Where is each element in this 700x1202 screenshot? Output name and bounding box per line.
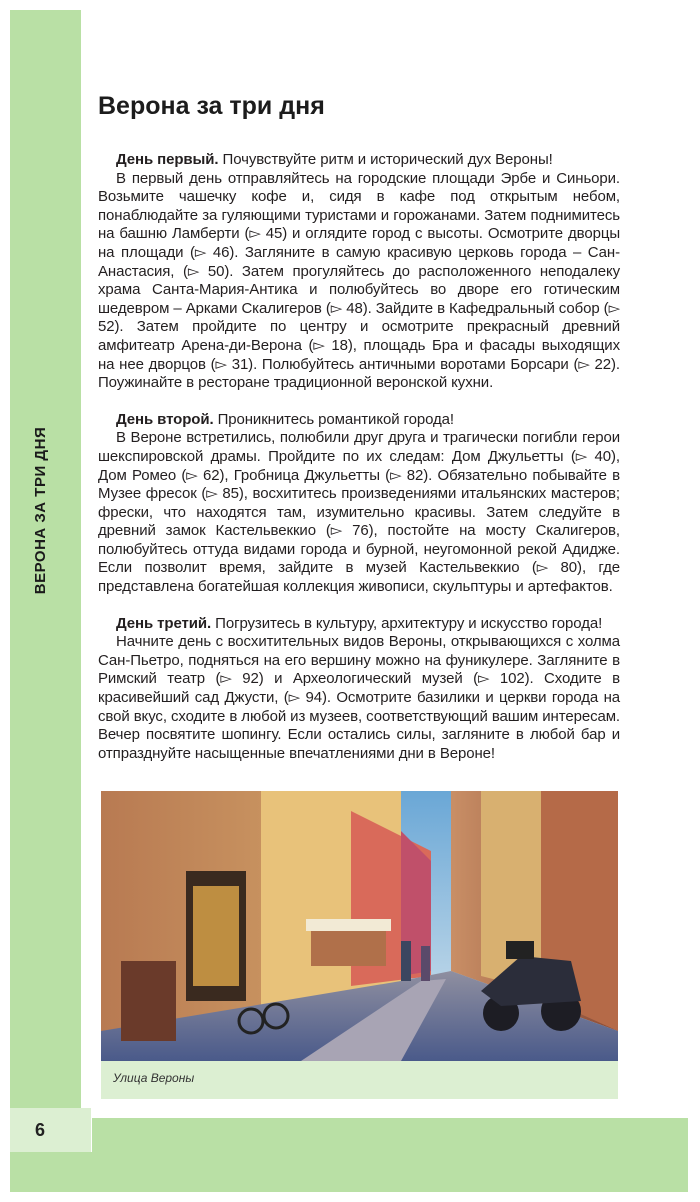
- day1-intro: [98, 151, 620, 170]
- day2-heading: День второй.: [116, 410, 214, 428]
- side-label-text: ВЕРОНА ЗА ТРИ ДНЯ: [32, 426, 50, 594]
- photo-caption: Улица Вероны: [113, 1071, 195, 1085]
- day3-heading: День третий.: [116, 614, 212, 632]
- day3-intro: [98, 615, 620, 634]
- page-number: 6: [34, 1119, 45, 1140]
- bottom-bar-left: [10, 1152, 92, 1192]
- day2-lead: Проникнитесь романтикой города!: [213, 410, 454, 428]
- day2-intro: [98, 411, 620, 430]
- day3-body: Начните день с восхитительных видов Вероны, открывающихся с холма Сан-Пьетро, подняться на его вершину можно на фуникулере. Загляните в Римский театр (▻ 92) и Археологический музей (▻ 102). Сходите в красивейший сад Джусти, (▻ 94). Осмотрите базилики и церкви города на свой вкус, сходите в любой из музеев, соответствующий вашим интересам. Вечер посвятите шопингу. Если остались силы, загляните в любой бар и отпразднуйте насыщенные впечатлениями дни в Вероне!: [98, 633, 620, 762]
- day1-body: В первый день отправляйтесь на городские площади Эрбе и Синьори. Возьмите чашечку кофе и, сидя в кафе под открытым небом, понаблюдайте за гуляющими туристами и горожанами. Затем поднимитесь на башню Ламберти (▻ 45) и оглядите город с высоты. Осмотрите дворцы на площади (▻ 46). Загляните в самую красивую церковь города – Сан-Анастасия, (▻ 50). Затем прогуляйтесь до расположенного неподалеку храма Санта-Мария-Антика и полюбуйтесь во дворе его готическим шедевром – Арками Скалигеров (▻ 48). Зайдите в Кафедральный собор (▻ 52). Затем пройдите по центру и осмотрите прекрасный древний амфитеатр Арена-ди-Верона (▻ 18), площадь Бра и фасады выходящих на нее дворцов (▻ 31). Полюбуйтесь античными воротами Борсари (▻ 22). Поужинайте в ресторане традиционной веронской кухни.: [98, 169, 620, 392]
- page-title: Верона за три дня: [98, 92, 325, 120]
- day1-lead: Почувствуйте ритм и исторический дух Вероны!: [218, 151, 553, 168]
- side-label: [26, 426, 56, 594]
- verona-street-photo: [101, 791, 618, 1061]
- day2-body: В Вероне встретились, полюбили друг друга и трагически погибли герои шекспировской драмы. Пройдите по их следам: Дом Джульетты (▻ 40), Дом Ромео (▻ 62), Гробница Джульетты (▻ 82). Обязательно побывайте в Музее фресок (▻ 85), восхититесь произведениями итальянских мастеров; фрески, что находятся там, изумительно красивы. Затем следуйте в древний замок Кастельвеккио (▻ 76), постойте на мосту Скалигеров, полюбуйтесь оттуда видами города и бурной, неугомонной рекой Адидже. Если позволит время, зайдите в музей Кастельвеккио (▻ 80), где представлена богатейшая коллекция живописи, скульптуры и артефактов.: [98, 429, 620, 596]
- day3-lead: Погрузитесь в культуру, архитектуру и искусство города!: [211, 614, 603, 632]
- day1-heading: День первый.: [116, 151, 219, 168]
- article-body: [98, 151, 620, 763]
- bottom-bar: [92, 1118, 688, 1192]
